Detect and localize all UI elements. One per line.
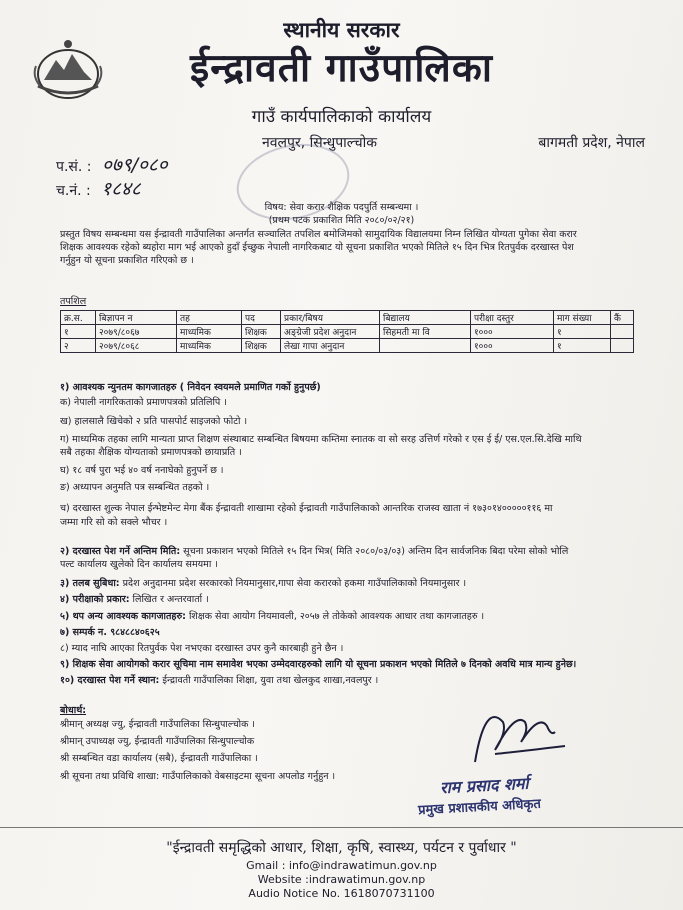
ps-label: प.सं. :: [56, 159, 92, 175]
point-label: ५) थप अन्य आवश्यक कागजातहरु:: [60, 611, 186, 622]
cc-item: श्रीमान् उपाध्यक्ष ज्यु, ईन्द्रावती गाउँपालिका सिन्धुपाल्चोक: [60, 736, 255, 747]
table-header-row: [61, 311, 634, 325]
point-text: सूचना प्रकाशन भएको मितिले १५ दिन भित्र( मिति २०८०/०३/०३) अन्तिम दिन सार्वजनिक बिदा परेमा सोको भोलि: [183, 546, 569, 557]
table-cell: लेखा गापा अनुदान: [281, 339, 380, 353]
footer-audio-notice: Audio Notice No. 1618070731100: [248, 887, 435, 900]
point-text: प्रदेश अनुदानमा प्रदेश सरकारको नियमानुसार,गापा सेवा करारको हकमा गाउँपालिकाको नियमानुसार ।: [122, 578, 467, 589]
point-roster-validity: [60, 658, 576, 671]
table-cell: १: [554, 339, 611, 353]
table-cell: अङ्ग्रेजी प्रदेश अनुदान: [281, 325, 380, 339]
point-label: १०) दरखास्त पेश गर्ने स्थान:: [60, 675, 160, 686]
table-header-cell: बिज्ञापन न: [96, 311, 177, 325]
point-text: ईन्द्रावती गाउँपालिका शिक्षा, युवा तथा खेलकुद शाखा,नवलपुर ।: [162, 675, 379, 686]
point-documents: [60, 610, 484, 623]
cn-label: च.नं. :: [56, 183, 91, 199]
intro-line-2: शिक्षक आवश्यक रहेको ब्यहोरा माग भई आएको हुदाँ ईच्छुक नेपाली नागरिकबाट यो सूचना प्रकाशित भएको मितिले १५ दिन भित्र रितपुर्वक दरखास्त पेश: [60, 242, 574, 253]
table-header-cell: बिद्यालय: [380, 311, 471, 325]
cc-item: श्री सम्बन्धित वडा कार्यालय (सबै), ईन्द्रावती गाउँपालिका ।: [60, 753, 258, 764]
point-label: ९) शिक्षक सेवा आयोगको करार सूचिमा नाम समावेश भएका उम्मेदवारहरुको लागि यो सूचना प्रकाशन भएको मितिले ७ दिनको अवधि मात्र मान्य हुनेछ।: [60, 659, 577, 670]
table-row: [61, 339, 634, 353]
table-cell: २०७९/८०६८: [96, 339, 177, 353]
point-text: लिखित र अन्तरवार्ता ।: [132, 594, 209, 605]
section1-item: ग) माध्यमिक तहका लागि मान्यता प्राप्त शिक्षण संस्थाबाट सम्बन्धित बिषयमा कम्तिमा स्नातक वा सो सरह उत्तिर्ण गरेको र एस ई ई/ एस.एल.सि.देखि माथि: [60, 434, 582, 445]
point-salary: [60, 577, 466, 590]
office-name: गाउँ कार्यपालिकाको कार्यालय: [251, 107, 432, 127]
point-label: ७) सम्पर्क न. ९८४८८४०६२५: [60, 627, 160, 638]
first-published-date: (प्रथम पटक प्रकाशित मिति २०८०/०२/२१): [268, 215, 415, 226]
table-cell: १०००: [471, 339, 554, 353]
point-deadline: [60, 545, 568, 558]
ps-value: ०७९/०८०: [101, 154, 168, 176]
section1-item: ङ) अध्यापन अनुमति पत्र सम्बन्धित तहको ।: [60, 482, 210, 493]
table-header-cell: परीक्षा दस्तुर: [471, 311, 554, 325]
table-cell: २०७९/८०६७: [96, 325, 177, 339]
footer-divider: [0, 827, 683, 828]
point-text: ८) म्याद नाघि आएका रितपुर्वक पेश नभएका दरखास्त उपर कुनै कारबाही हुने छैन ।: [60, 643, 344, 654]
point-text: शिक्षक सेवा आयोग नियमावली, २०५७ ले तोकेको आवश्यक आधार तथा कागजातहरु ।: [188, 611, 485, 622]
table-cell: [611, 339, 634, 353]
table-cell: माध्यमिक: [177, 339, 242, 353]
table-header-cell: प्रकार/बिषय: [281, 311, 380, 325]
table-cell: शिक्षक: [242, 339, 281, 353]
point-label: ४) परीक्षाको प्रकार:: [60, 594, 130, 605]
province-name: बागमती प्रदेश, नेपाल: [538, 135, 645, 151]
footer-website: Website :indrawatimun.gov.np: [257, 873, 426, 886]
cn-value: १८४८: [101, 178, 141, 200]
point-contact: [60, 626, 160, 639]
table-header-cell: कैं: [611, 311, 634, 325]
point-submission-place: [60, 674, 378, 687]
point-text: पल्ट कार्यालय खुलेको दिन कार्यालय समयमा ।: [60, 559, 218, 570]
table-cell: [380, 339, 471, 353]
table-header-cell: माग संख्या: [554, 311, 611, 325]
table-caption: तपशिल: [60, 296, 87, 307]
section1-item: सबै तहका शैक्षिक योग्यताको प्रमाणपत्रको छायाप्रति ।: [60, 447, 242, 458]
government-heading: स्थानीय सरकार: [283, 18, 400, 42]
cc-item: श्रीमान् अध्यक्ष ज्यु, ईन्द्रावती गाउँपालिका सिन्धुपाल्चोक ।: [60, 719, 255, 730]
section1-item: क) नेपाली नागरिकताको प्रमाणपत्रको प्रतिलिपि ।: [60, 397, 227, 408]
office-location: नवलपुर, सिन्धुपाल्चोक: [262, 135, 378, 151]
point-deadline-cont: [60, 558, 218, 571]
table-row: [61, 325, 634, 339]
table-cell: सिहमती मा वि: [380, 325, 471, 339]
point-late-applications: [60, 642, 343, 655]
table-cell: शिक्षक: [242, 325, 281, 339]
table-cell: १: [554, 325, 611, 339]
point-label: ३) तलब सुबिधा:: [60, 578, 120, 589]
table-cell: १०००: [471, 325, 554, 339]
intro-line-1: प्रस्तुत विषय सम्बन्धमा यस ईन्द्रावती गाउँपालिका अन्तर्गत सञ्चालित तपशिल बमोजिमको सामुदायिक विद्यालयमा निम्न लिखित योग्यता पुगेका सेवा करार: [60, 229, 577, 240]
table-header-cell: क्र.स.: [61, 311, 96, 325]
table-cell: माध्यमिक: [177, 325, 242, 339]
reference-cn: [56, 175, 141, 201]
intro-line-3: गर्नुहुन यो सूचना प्रकाशित गरिएको छ ।: [60, 255, 194, 266]
reference-ps: [56, 151, 168, 177]
section1-item: च) दरखास्त शुल्क नेपाल ईन्भेष्टमेन्ट मेगा बैंक ईन्द्रावती शाखामा रहेको ईन्द्रावती गाउँपालिकाको आन्तरिक राजस्व खाता नं १७३०१४०००००११६ मा: [60, 503, 553, 514]
cc-title: बोधार्थ:: [60, 705, 87, 716]
subject-line: विषय: सेवा करार शैक्षिक पदपुर्ति सम्बन्धमा ।: [264, 202, 419, 213]
cc-item: श्री सूचना तथा प्रविधि शाखा: गाउँपालिकाको वेबसाइटमा सूचना अपलोड गर्नुहुन ।: [60, 771, 336, 782]
point-label: २) दरखास्त पेश गर्ने अन्तिम मिति:: [60, 546, 181, 557]
section1-title: १) आवश्यक न्युनतम कागजातहरु ( निवेदन स्वयमले प्रमाणित गर्को हुनुपर्छ): [60, 382, 321, 393]
table-header-cell: तह: [177, 311, 242, 325]
table-header-cell: पद: [242, 311, 281, 325]
table-cell: [611, 325, 634, 339]
section1-item: जम्मा गरि सो को सक्ले भौचर ।: [60, 517, 168, 528]
point-exam-type: [60, 593, 209, 606]
section1-item: ख) हालसालै खिचेको २ प्रति पासपोर्ट साइजको फोटो ।: [60, 416, 248, 427]
footer-motto: "ईन्द्रावती समृद्धिको आधार, शिक्षा, कृषि, स्वास्थ्य, पर्यटन र पुर्वाधार ": [166, 840, 517, 856]
signature-icon: [455, 692, 575, 772]
vacancy-table: [60, 310, 634, 353]
signatory-name: राम प्रसाद शर्मा: [439, 773, 530, 798]
footer-gmail: Gmail : info@indrawatimun.gov.np: [246, 859, 437, 872]
table-cell: २: [61, 339, 96, 353]
section1-item: घ) १८ वर्ष पुरा भई ४० वर्ष ननाघेको हुनुपर्ने छ ।: [60, 465, 224, 476]
table-cell: १: [61, 325, 96, 339]
signatory-title: प्रमुख प्रशासकीय अधिकृत: [417, 796, 542, 819]
municipality-name: ईन्द्रावती गाउँपालिका: [190, 45, 493, 91]
